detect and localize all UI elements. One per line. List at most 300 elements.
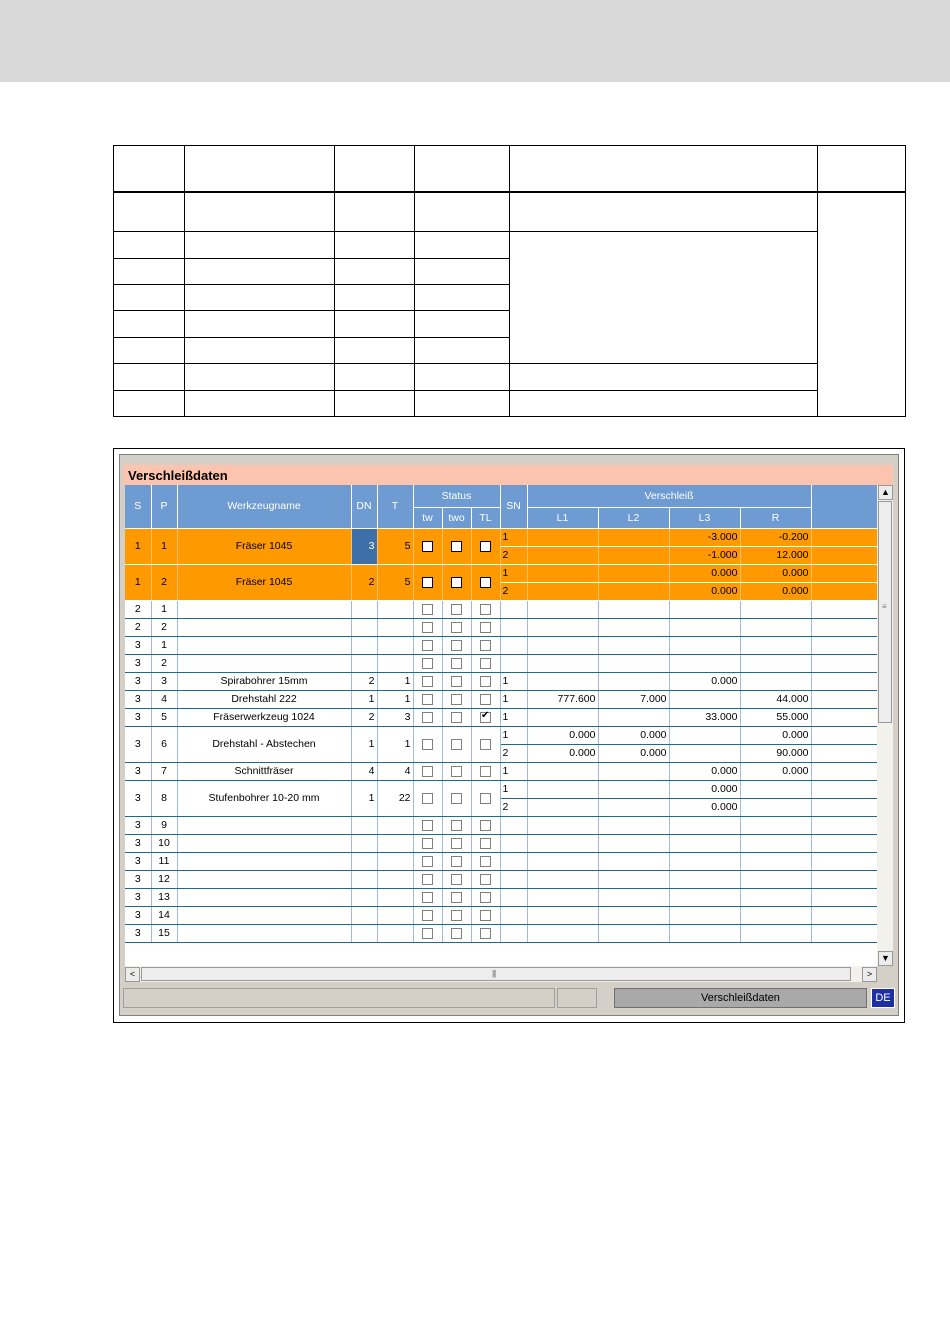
cell-p[interactable]: 12 [151, 870, 177, 888]
cell-tl[interactable] [471, 618, 500, 636]
checkbox-tl[interactable] [480, 739, 491, 750]
cell-dn[interactable] [351, 834, 377, 852]
checkbox-tl[interactable] [480, 694, 491, 705]
checkbox-tw[interactable] [422, 676, 433, 687]
cell-r[interactable]: 90.000 [740, 744, 811, 762]
col-header-p[interactable]: P [151, 485, 177, 528]
checkbox-tw[interactable] [422, 874, 433, 885]
cell-werkzeugname[interactable] [177, 924, 351, 942]
cell-r[interactable] [740, 870, 811, 888]
checkbox-two[interactable] [451, 766, 462, 777]
cell-sn[interactable] [500, 906, 527, 924]
cell-l1[interactable] [527, 636, 598, 654]
cell-l3[interactable] [669, 852, 740, 870]
checkbox-tl[interactable] [480, 910, 491, 921]
cell-p[interactable]: 2 [151, 618, 177, 636]
checkbox-two[interactable] [451, 604, 462, 615]
cell-r[interactable]: 12.000 [740, 546, 811, 564]
col-header-r[interactable]: R [740, 507, 811, 528]
col-header-l2[interactable]: L2 [598, 507, 669, 528]
cell-l3[interactable] [669, 618, 740, 636]
cell-sn[interactable]: 2 [500, 798, 527, 816]
cell-p[interactable]: 14 [151, 906, 177, 924]
cell-tw[interactable] [413, 780, 442, 816]
cell-r[interactable] [740, 672, 811, 690]
cell-two[interactable] [442, 672, 471, 690]
scroll-right-icon[interactable]: > [862, 967, 877, 982]
cell-l3[interactable] [669, 870, 740, 888]
col-header-two[interactable]: two [442, 507, 471, 528]
col-header-s[interactable]: S [125, 485, 151, 528]
table-row[interactable] [125, 924, 877, 942]
checkbox-tl[interactable] [480, 793, 491, 804]
cell-s[interactable]: 3 [125, 654, 151, 672]
cell-tw[interactable] [413, 726, 442, 762]
cell-p[interactable]: 1 [151, 636, 177, 654]
cell-dn[interactable]: 4 [351, 762, 377, 780]
cell-werkzeugname[interactable]: Stufenbohrer 10-20 mm [177, 780, 351, 816]
cell-werkzeugname[interactable]: Spirabohrer 15mm [177, 672, 351, 690]
cell-t[interactable] [377, 618, 413, 636]
cell-l3[interactable] [669, 744, 740, 762]
cell-dn[interactable]: 2 [351, 672, 377, 690]
horizontal-scroll-thumb[interactable] [141, 967, 851, 981]
cell-werkzeugname[interactable]: Fräser 1045 [177, 564, 351, 600]
cell-tw[interactable] [413, 762, 442, 780]
cell-tl[interactable] [471, 726, 500, 762]
cell-tw[interactable] [413, 870, 442, 888]
cell-r[interactable]: 55.000 [740, 708, 811, 726]
cell-t[interactable] [377, 654, 413, 672]
table-row[interactable] [125, 672, 877, 690]
checkbox-tl[interactable] [480, 640, 491, 651]
cell-two[interactable] [442, 906, 471, 924]
cell-l3[interactable] [669, 600, 740, 618]
cell-r[interactable]: 44.000 [740, 690, 811, 708]
cell-s[interactable]: 3 [125, 690, 151, 708]
table-row[interactable] [125, 708, 877, 726]
cell-two[interactable] [442, 924, 471, 942]
cell-r[interactable] [740, 798, 811, 816]
cell-s[interactable]: 1 [125, 564, 151, 600]
cell-two[interactable] [442, 726, 471, 762]
cell-sn[interactable]: 1 [500, 564, 527, 582]
cell-dn[interactable] [351, 852, 377, 870]
cell-s[interactable]: 3 [125, 852, 151, 870]
cell-l1[interactable] [527, 852, 598, 870]
cell-sn[interactable]: 2 [500, 744, 527, 762]
cell-l3[interactable]: 0.000 [669, 780, 740, 798]
cell-sn[interactable]: 2 [500, 546, 527, 564]
cell-sn[interactable] [500, 600, 527, 618]
checkbox-tw[interactable] [422, 658, 433, 669]
col-header-tl[interactable]: TL [471, 507, 500, 528]
cell-s[interactable]: 2 [125, 618, 151, 636]
cell-tw[interactable] [413, 690, 442, 708]
col-header-l1[interactable]: L1 [527, 507, 598, 528]
cell-dn[interactable] [351, 618, 377, 636]
cell-s[interactable]: 3 [125, 672, 151, 690]
cell-two[interactable] [442, 834, 471, 852]
cell-l3[interactable]: 33.000 [669, 708, 740, 726]
scroll-down-icon[interactable]: ▼ [878, 951, 893, 966]
cell-l1[interactable]: 0.000 [527, 726, 598, 744]
cell-l1[interactable] [527, 672, 598, 690]
cell-r[interactable] [740, 636, 811, 654]
horizontal-scrollbar[interactable] [125, 966, 877, 982]
checkbox-tl[interactable] [480, 676, 491, 687]
cell-p[interactable]: 15 [151, 924, 177, 942]
cell-s[interactable]: 1 [125, 528, 151, 564]
cell-t[interactable]: 22 [377, 780, 413, 816]
cell-l1[interactable] [527, 582, 598, 600]
table-row[interactable] [125, 852, 877, 870]
cell-t[interactable] [377, 888, 413, 906]
cell-tw[interactable] [413, 528, 442, 564]
checkbox-two[interactable] [451, 820, 462, 831]
cell-r[interactable] [740, 654, 811, 672]
cell-tl[interactable] [471, 636, 500, 654]
cell-sn[interactable] [500, 852, 527, 870]
vertical-scroll-thumb[interactable] [878, 501, 892, 723]
cell-l2[interactable] [598, 708, 669, 726]
cell-l3[interactable] [669, 834, 740, 852]
checkbox-two[interactable] [451, 838, 462, 849]
cell-dn[interactable] [351, 906, 377, 924]
cell-s[interactable]: 3 [125, 834, 151, 852]
cell-l2[interactable] [598, 546, 669, 564]
cell-l1[interactable] [527, 834, 598, 852]
cell-l2[interactable] [598, 762, 669, 780]
cell-l1[interactable] [527, 924, 598, 942]
checkbox-two[interactable] [451, 793, 462, 804]
cell-tw[interactable] [413, 888, 442, 906]
checkbox-tl[interactable] [480, 874, 491, 885]
cell-s[interactable]: 3 [125, 906, 151, 924]
cell-sn[interactable] [500, 618, 527, 636]
checkbox-tw[interactable] [422, 910, 433, 921]
col-header-l3[interactable]: L3 [669, 507, 740, 528]
cell-p[interactable]: 1 [151, 600, 177, 618]
vertical-scrollbar[interactable] [877, 485, 893, 966]
cell-l1[interactable]: 777.600 [527, 690, 598, 708]
table-row[interactable] [125, 870, 877, 888]
cell-two[interactable] [442, 888, 471, 906]
cell-tw[interactable] [413, 654, 442, 672]
checkbox-tw[interactable] [422, 577, 433, 588]
cell-dn[interactable] [351, 816, 377, 834]
cell-werkzeugname[interactable] [177, 834, 351, 852]
cell-l3[interactable]: -1.000 [669, 546, 740, 564]
cell-t[interactable]: 3 [377, 708, 413, 726]
cell-l2[interactable] [598, 906, 669, 924]
cell-l2[interactable] [598, 654, 669, 672]
cell-t[interactable] [377, 816, 413, 834]
cell-r[interactable] [740, 600, 811, 618]
col-header-dn[interactable]: DN [351, 485, 377, 528]
cell-tl[interactable] [471, 762, 500, 780]
cell-two[interactable] [442, 870, 471, 888]
cell-l2[interactable] [598, 636, 669, 654]
cell-sn[interactable]: 2 [500, 582, 527, 600]
checkbox-tl[interactable] [480, 820, 491, 831]
col-header-tw[interactable]: tw [413, 507, 442, 528]
cell-p[interactable]: 5 [151, 708, 177, 726]
cell-sn[interactable]: 1 [500, 528, 527, 546]
cell-two[interactable] [442, 690, 471, 708]
cell-sn[interactable]: 1 [500, 780, 527, 798]
checkbox-tw[interactable] [422, 712, 433, 723]
cell-l2[interactable]: 0.000 [598, 744, 669, 762]
checkbox-tw[interactable] [422, 622, 433, 633]
checkbox-tl[interactable] [480, 766, 491, 777]
cell-l2[interactable]: 0.000 [598, 726, 669, 744]
cell-dn[interactable] [351, 924, 377, 942]
scroll-up-icon[interactable]: ▲ [878, 485, 893, 500]
cell-l2[interactable] [598, 798, 669, 816]
cell-p[interactable]: 11 [151, 852, 177, 870]
table-row[interactable] [125, 636, 877, 654]
cell-dn[interactable] [351, 654, 377, 672]
table-row[interactable] [125, 600, 877, 618]
cell-l1[interactable] [527, 600, 598, 618]
checkbox-tw[interactable] [422, 928, 433, 939]
checkbox-tl[interactable] [480, 604, 491, 615]
cell-dn[interactable] [351, 888, 377, 906]
cell-l1[interactable] [527, 708, 598, 726]
cell-l2[interactable] [598, 582, 669, 600]
cell-sn[interactable] [500, 924, 527, 942]
cell-l2[interactable] [598, 870, 669, 888]
cell-tl[interactable] [471, 780, 500, 816]
table-row[interactable] [125, 654, 877, 672]
wear-data-grid[interactable] [125, 485, 877, 966]
checkbox-tw[interactable] [422, 739, 433, 750]
cell-l2[interactable] [598, 672, 669, 690]
cell-tw[interactable] [413, 600, 442, 618]
cell-tl[interactable] [471, 672, 500, 690]
cell-t[interactable]: 5 [377, 564, 413, 600]
checkbox-two[interactable] [451, 928, 462, 939]
col-header-status[interactable]: Status [413, 485, 500, 507]
cell-tw[interactable] [413, 672, 442, 690]
cell-l2[interactable] [598, 924, 669, 942]
cell-t[interactable]: 5 [377, 528, 413, 564]
cell-p[interactable]: 6 [151, 726, 177, 762]
table-row[interactable] [125, 816, 877, 834]
cell-l1[interactable] [527, 546, 598, 564]
cell-l3[interactable] [669, 924, 740, 942]
cell-s[interactable]: 3 [125, 924, 151, 942]
cell-dn[interactable]: 3 [351, 528, 377, 564]
cell-l3[interactable]: 0.000 [669, 798, 740, 816]
cell-dn[interactable]: 1 [351, 726, 377, 762]
checkbox-tw[interactable] [422, 892, 433, 903]
cell-werkzeugname[interactable] [177, 888, 351, 906]
language-badge[interactable]: DE [871, 988, 895, 1008]
checkbox-two[interactable] [451, 676, 462, 687]
cell-two[interactable] [442, 528, 471, 564]
cell-p[interactable]: 9 [151, 816, 177, 834]
cell-tl[interactable] [471, 924, 500, 942]
cell-l3[interactable] [669, 888, 740, 906]
cell-l1[interactable] [527, 870, 598, 888]
cell-r[interactable] [740, 834, 811, 852]
cell-werkzeugname[interactable] [177, 870, 351, 888]
checkbox-tl[interactable] [480, 892, 491, 903]
cell-r[interactable] [740, 816, 811, 834]
cell-l2[interactable] [598, 564, 669, 582]
cell-two[interactable] [442, 780, 471, 816]
checkbox-tl[interactable] [480, 622, 491, 633]
cell-t[interactable]: 1 [377, 672, 413, 690]
cell-werkzeugname[interactable] [177, 654, 351, 672]
cell-tw[interactable] [413, 618, 442, 636]
cell-tl[interactable] [471, 852, 500, 870]
cell-sn[interactable]: 1 [500, 672, 527, 690]
checkbox-tw[interactable] [422, 604, 433, 615]
cell-l3[interactable] [669, 654, 740, 672]
cell-t[interactable] [377, 870, 413, 888]
checkbox-tw[interactable] [422, 856, 433, 867]
checkbox-two[interactable] [451, 856, 462, 867]
cell-l2[interactable]: 7.000 [598, 690, 669, 708]
cell-sn[interactable] [500, 816, 527, 834]
cell-tl[interactable] [471, 528, 500, 564]
table-row[interactable] [125, 906, 877, 924]
cell-werkzeugname[interactable] [177, 906, 351, 924]
cell-tw[interactable] [413, 924, 442, 942]
cell-dn[interactable] [351, 870, 377, 888]
table-row[interactable] [125, 618, 877, 636]
cell-p[interactable]: 2 [151, 564, 177, 600]
cell-l3[interactable]: 0.000 [669, 582, 740, 600]
cell-t[interactable]: 4 [377, 762, 413, 780]
checkbox-two[interactable] [451, 910, 462, 921]
cell-s[interactable]: 3 [125, 708, 151, 726]
cell-dn[interactable]: 1 [351, 780, 377, 816]
cell-l2[interactable] [598, 600, 669, 618]
cell-p[interactable]: 13 [151, 888, 177, 906]
checkbox-tw[interactable] [422, 541, 433, 552]
cell-l2[interactable] [598, 888, 669, 906]
cell-tl[interactable] [471, 906, 500, 924]
cell-l1[interactable] [527, 654, 598, 672]
cell-two[interactable] [442, 708, 471, 726]
cell-l3[interactable] [669, 816, 740, 834]
cell-two[interactable] [442, 852, 471, 870]
col-header-sn[interactable]: SN [500, 485, 527, 528]
cell-l1[interactable] [527, 528, 598, 546]
checkbox-tl[interactable] [480, 928, 491, 939]
cell-t[interactable]: 1 [377, 726, 413, 762]
cell-sn[interactable] [500, 888, 527, 906]
checkbox-two[interactable] [451, 739, 462, 750]
cell-tl[interactable] [471, 600, 500, 618]
cell-l3[interactable]: -3.000 [669, 528, 740, 546]
cell-tl[interactable] [471, 564, 500, 600]
cell-sn[interactable]: 1 [500, 690, 527, 708]
cell-l3[interactable]: 0.000 [669, 672, 740, 690]
cell-sn[interactable] [500, 636, 527, 654]
table-row[interactable] [125, 834, 877, 852]
cell-r[interactable]: 0.000 [740, 726, 811, 744]
checkbox-tl[interactable] [480, 541, 491, 552]
checkbox-tl[interactable] [480, 838, 491, 849]
cell-tl[interactable] [471, 690, 500, 708]
cell-r[interactable] [740, 888, 811, 906]
cell-dn[interactable] [351, 600, 377, 618]
table-row[interactable] [125, 780, 877, 798]
cell-werkzeugname[interactable] [177, 852, 351, 870]
cell-tw[interactable] [413, 636, 442, 654]
table-row[interactable] [125, 564, 877, 582]
cell-tw[interactable] [413, 852, 442, 870]
cell-r[interactable]: 0.000 [740, 582, 811, 600]
checkbox-two[interactable] [451, 694, 462, 705]
cell-werkzeugname[interactable] [177, 636, 351, 654]
cell-l1[interactable] [527, 780, 598, 798]
cell-l1[interactable] [527, 564, 598, 582]
cell-p[interactable]: 1 [151, 528, 177, 564]
cell-r[interactable]: 0.000 [740, 564, 811, 582]
cell-s[interactable]: 3 [125, 870, 151, 888]
table-row[interactable] [125, 690, 877, 708]
checkbox-tw[interactable] [422, 640, 433, 651]
cell-l1[interactable] [527, 888, 598, 906]
cell-t[interactable] [377, 600, 413, 618]
cell-l3[interactable] [669, 636, 740, 654]
cell-s[interactable]: 3 [125, 726, 151, 762]
col-header-verschleiss[interactable]: Verschleiß [527, 485, 811, 507]
cell-l3[interactable] [669, 906, 740, 924]
cell-r[interactable]: 0.000 [740, 762, 811, 780]
cell-l3[interactable] [669, 726, 740, 744]
cell-werkzeugname[interactable]: Schnittfräser [177, 762, 351, 780]
cell-t[interactable]: 1 [377, 690, 413, 708]
cell-s[interactable]: 3 [125, 816, 151, 834]
cell-werkzeugname[interactable]: Fräser 1045 [177, 528, 351, 564]
cell-p[interactable]: 4 [151, 690, 177, 708]
checkbox-two[interactable] [451, 658, 462, 669]
cell-t[interactable] [377, 852, 413, 870]
cell-two[interactable] [442, 762, 471, 780]
cell-s[interactable]: 3 [125, 762, 151, 780]
cell-s[interactable]: 3 [125, 888, 151, 906]
cell-p[interactable]: 3 [151, 672, 177, 690]
checkbox-two[interactable] [451, 874, 462, 885]
checkbox-tl[interactable] [480, 658, 491, 669]
cell-sn[interactable] [500, 870, 527, 888]
cell-l3[interactable]: 0.000 [669, 762, 740, 780]
cell-tw[interactable] [413, 906, 442, 924]
cell-l2[interactable] [598, 618, 669, 636]
checkbox-two[interactable] [451, 577, 462, 588]
checkbox-tl[interactable] [480, 712, 491, 723]
cell-s[interactable]: 3 [125, 780, 151, 816]
cell-l1[interactable] [527, 762, 598, 780]
cell-two[interactable] [442, 564, 471, 600]
col-header-werkzeugname[interactable]: Werkzeugname [177, 485, 351, 528]
cell-two[interactable] [442, 816, 471, 834]
checkbox-tw[interactable] [422, 766, 433, 777]
checkbox-two[interactable] [451, 892, 462, 903]
scroll-left-icon[interactable]: < [125, 967, 140, 982]
cell-werkzeugname[interactable]: Drehstahl 222 [177, 690, 351, 708]
cell-two[interactable] [442, 600, 471, 618]
cell-two[interactable] [442, 618, 471, 636]
cell-two[interactable] [442, 636, 471, 654]
